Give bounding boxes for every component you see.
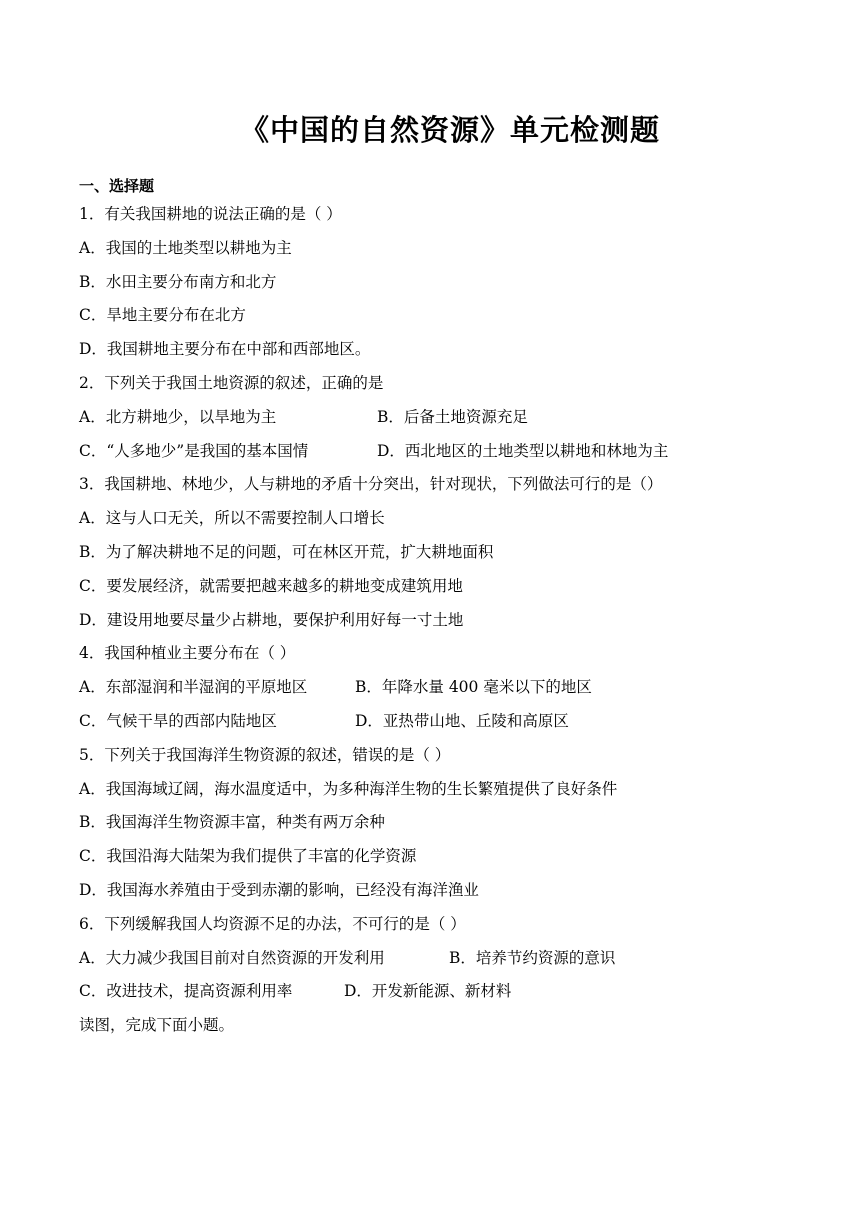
question-option: D．开发新能源、新材料 — [344, 982, 512, 1001]
question-option: A．我国的土地类型以耕地为主 — [79, 238, 292, 257]
section-heading: 一、选择题 — [79, 177, 155, 195]
question-option: C．气候干旱的西部内陆地区 — [79, 711, 277, 730]
question-stem: 2．下列关于我国土地资源的叙述，正确的是 — [79, 373, 384, 392]
question-option: C．改进技术，提高资源利用率 — [79, 982, 293, 1001]
closing-instruction: 读图，完成下面小题。 — [79, 1016, 235, 1035]
question-option: A．大力减少我国目前对自然资源的开发利用 — [79, 948, 385, 967]
question-option: D．亚热带山地、丘陵和高原区 — [355, 711, 569, 730]
question-option: A．这与人口无关，所以不需要控制人口增长 — [79, 509, 385, 528]
question-stem: 4．我国种植业主要分布在（ ） — [79, 644, 296, 663]
question-stem: 1．有关我国耕地的说法正确的是（ ） — [79, 205, 342, 223]
question-option: C．“人多地少”是我国的基本国情 — [79, 441, 309, 460]
option-row — [79, 401, 839, 435]
question-option: D．我国耕地主要分布在中部和西部地区。 — [79, 340, 371, 359]
question-option: D．西北地区的土地类型以耕地和林地为主 — [377, 441, 669, 460]
question-option: C．要发展经济，就需要把越来越多的耕地变成建筑用地 — [79, 576, 463, 595]
question-option: A．东部湿润和半湿润的平原地区 — [79, 678, 308, 697]
question-option: D．我国海水养殖由于受到赤潮的影响，已经没有海洋渔业 — [79, 880, 479, 899]
question-option: B．培养节约资源的意识 — [449, 948, 616, 967]
question-option: B．我国海洋生物资源丰富，种类有两万余种 — [79, 813, 385, 832]
question-option: A．北方耕地少，以旱地为主 — [79, 407, 277, 426]
option-row — [79, 435, 839, 469]
question-list — [79, 198, 839, 1043]
option-row — [79, 942, 839, 976]
page-title: 《中国的自然资源》单元检测题 — [239, 113, 660, 147]
question-option: C．我国沿海大陆架为我们提供了丰富的化学资源 — [79, 847, 417, 866]
question-stem: 6．下列缓解我国人均资源不足的办法，不可行的是（ ） — [79, 914, 466, 933]
question-option: B．为了解决耕地不足的问题，可在林区开荒，扩大耕地面积 — [79, 542, 494, 561]
question-option: B．后备土地资源充足 — [377, 407, 528, 426]
question-option: B．水田主要分布南方和北方 — [79, 272, 277, 291]
option-row — [79, 975, 839, 1009]
question-option: C．旱地主要分布在北方 — [79, 306, 246, 325]
question-option: A．我国海域辽阔，海水温度适中，为多种海洋生物的生长繁殖提供了良好条件 — [79, 779, 618, 798]
option-row — [79, 705, 839, 739]
question-stem: 3．我国耕地、林地少，人与耕地的矛盾十分突出，针对现状，下列做法可行的是（） — [79, 475, 663, 494]
question-option: B．年降水量 400 毫米以下的地区 — [355, 678, 592, 697]
option-row — [79, 671, 839, 705]
question-stem: 5．下列关于我国海洋生物资源的叙述，错误的是（ ） — [79, 745, 451, 764]
question-option: D．建设用地要尽量少占耕地，要保护利用好每一寸土地 — [79, 610, 464, 629]
